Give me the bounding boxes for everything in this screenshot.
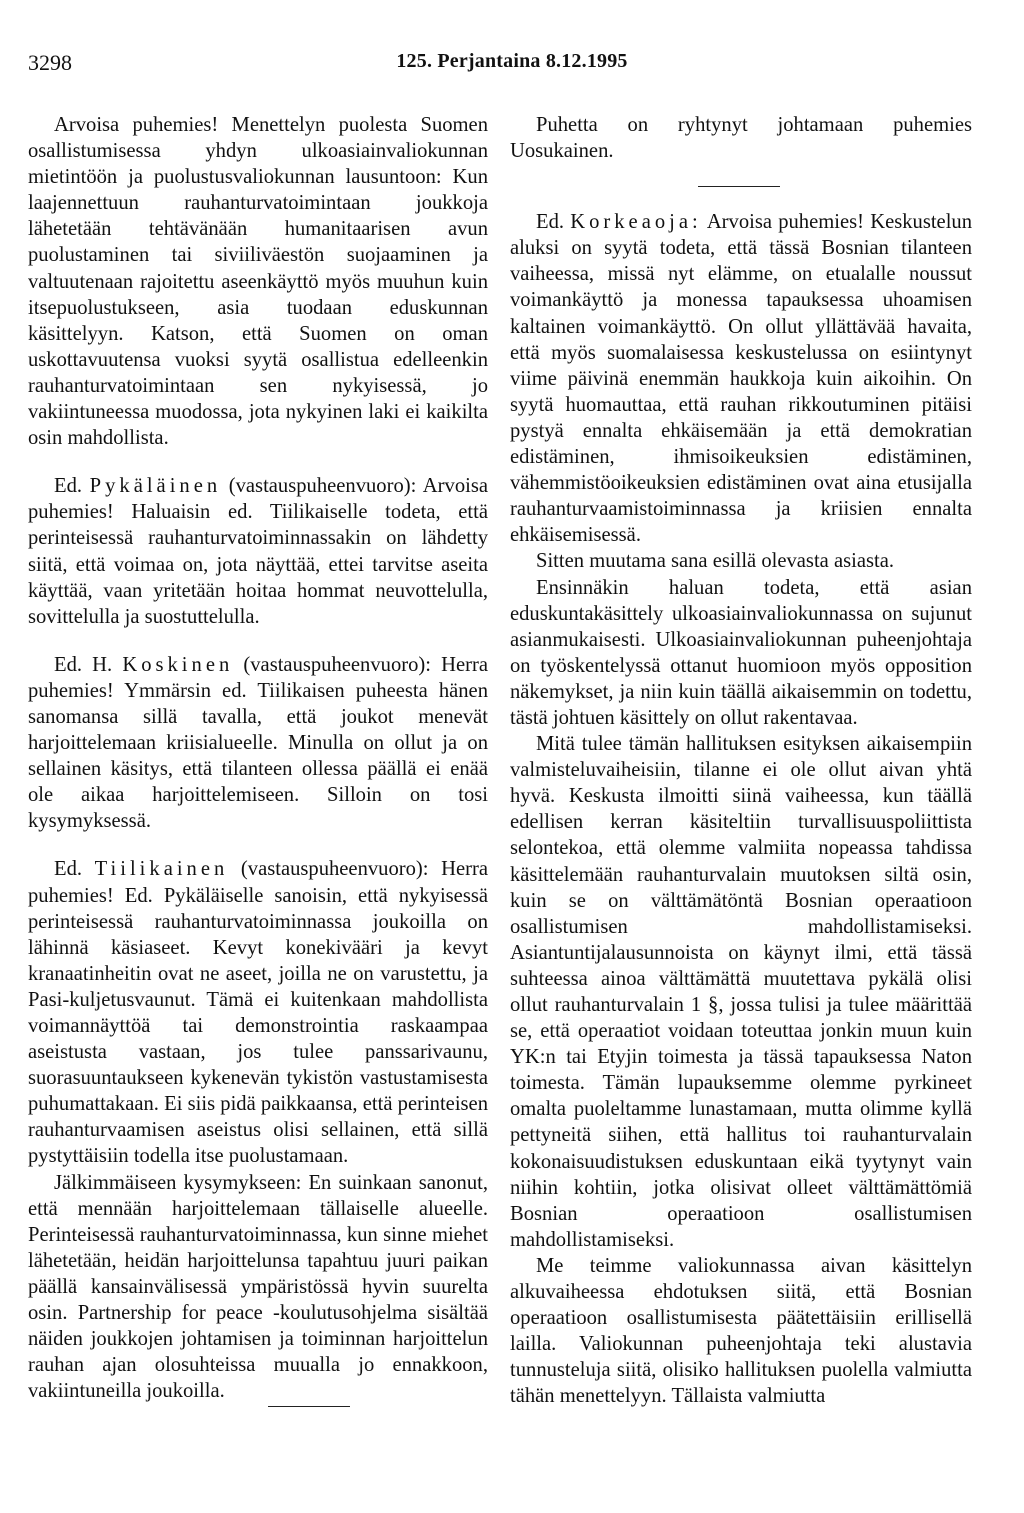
paragraph-sitten: Sitten muutama sana esillä olevasta asiasta. — [536, 550, 894, 573]
paragraph-jalkimmaiseen: Jälkimmäiseen kysymykseen: En suinkaan sanonut, että mennään harjoittelemaan tällaiselle alueelle. Perinteisessä rauhanturvatoiminnassa, kun sinne miehet lähetetään, heidän harjoittelunsa tapahtuu juuri paikan päällä kansainvälisessä ympäristössä hyvin suurelta osin. Partnership for peace -koulutusohjelma sisältää näiden joukkojen johtamisen ja toiminnan harjoittelun rauhan ajan olosuhteissa muualla jo ennakkoon, vakiintuneilla joukoilla. — [28, 1171, 488, 1403]
speaker-prefix: Ed. — [54, 858, 83, 881]
speaker-prefix: Ed. H. — [54, 653, 113, 676]
paragraph-puhetta: Puhetta on ryhtynyt johtamaan puhemies Uosukainen. — [510, 114, 972, 163]
right-column — [510, 112, 972, 1410]
speech-text: (vastauspuheenvuoro): Herra puhemies! Ed. Pykäläiselle sanoisin, että nykyisessä perinteisessä rauhanturvatoiminnassa joukoilla on lähinnä käsiaseet. Kevyt konekivääri ja kevyt kranaatinheitin ovat ne aseet, joilla ne on varustettu, ja Pasi-kuljetusvaunut. Tämä ei kuitenkaan mahdollista voimannäyttöä tai demonstrointia raskaampaa aseistusta vastaan, jos tulee panssarivaunu, suorasuuntaukseen kykenevän tykistön vastustamisesta puhumattakaan. Ei siis pidä paikkaansa, että perinteisen rauhanturvaamisen aseistus olisi sellainen, että sillä pystyttäisiin todella itse puolustamaan. — [28, 858, 488, 1168]
paragraph-ensinnakin: Ensinnäkin haluan todeta, että asian eduskuntakäsittely ulkoasiainvaliokunnassa on sujunut asianmukaisesti. Ulkoasiainvaliokunnan puheenjohtaja on työskentelyssä ottanut huomioon myös opposition näkemykset, ja niin kuin täällä aikaisemmin on todettu, tästä johtuen käsittely on ollut rakentavaa. — [510, 576, 972, 729]
speech-korkeaoja — [510, 209, 972, 548]
paragraph-mita-tulee: Mitä tulee tämän hallituksen esityksen aikaisempiin valmisteluvaiheisiin, tilanne ei ole ollut aivan yhtä hyvä. Keskusta ilmoitti siinä vaiheessa, kun täällä edellisen kerran käsiteltiin turvallisuuspoliittista selontekoa, että olemme valmiita nopeassa tahdissa käsittelemään rauhanturvalain muutoksen siltä osin, kuin se on välttämätöntä Bosnian operaatioon osallistumisen mahdollistamiseksi. Asiantuntijalausunnoista on käynyt ilmi, että tässä suhteessa ainoa välttämättä muutettava pykälä olisi ollut rauhanturvalain 1 §, jossa tulisi ja tulee määrittää se, että operaatiot voidaan toteuttaa jonkin muun kuin YK:n tai Etyjin toimesta ja tässä tapauksessa Naton toimesta. Tämän lupauksemme olemme pyrkineet omalta puoleltamme lunastamaan, mutta olimme kyllä pettyneitä siihen, että hallitus toi rauhanturvalain kokonaisuudistuksen eduskuntaan eikä tyytynyt vain niihin kohtiin, jotka olisivat olleet välttämättömiä Bosnian operaatioon osallistumisen mahdollistamiseksi. — [510, 733, 972, 1251]
speech-koskinen — [28, 652, 488, 835]
speaker-name-pykalainen: Pykäläinen — [89, 475, 222, 498]
speech-pykalainen — [28, 473, 488, 630]
section-divider — [698, 186, 780, 187]
speech-text: (vastauspuheenvuoro): Herra puhemies! Ymmärsin ed. Tiilikaisen puheesta hänen sanomansa sillä tavalla, että joukot menevät harjoittelemaan kriisialueelle. Minulla on ollut ja on sellainen käsitys, että tilanteen ollessa päällä ei enää ole aikaa harjoittelemiseen. Silloin on tosi kysymyksessä. — [28, 653, 488, 833]
page-number: 3298 — [28, 50, 72, 75]
speaker-prefix: Ed. — [536, 211, 565, 234]
speaker-name-korkeaoja: Korkeaoja: — [570, 211, 702, 234]
running-title: 125. Perjantaina 8.12.1995 — [396, 50, 628, 72]
paragraph-me-teimme: Me teimme valiokunnassa aivan käsittelyn alkuvaiheessa ehdotuksen siitä, että Bosnian operaatioon osallistumisesta päätettäisiin erillisellä lailla. Valiokunnan puheenjohtaja teki alustavia tunnusteluja siitä, olisiko hallituksen puolella valmiutta tähän menettelyyn. Tällaista valmiutta — [510, 1254, 972, 1408]
speech-text: (vastauspuheenvuoro): Arvoisa puhemies! Haluaisin ed. Tiilikaiselle todeta, että perinteisessä rauhanturvatoiminnassakin on lähdetty siitä, että voimaa on, jota näyttää, ettei tarvitse aseita käyttää, vaan yritetään hoitaa hommat neuvottelulla, sovittelulla ja suostuttelulla. — [28, 475, 489, 628]
page-header — [28, 50, 996, 78]
left-column — [28, 112, 488, 1407]
speaker-name-koskinen: Koskinen — [122, 653, 234, 676]
speech-tiilikainen — [28, 856, 488, 1169]
speaker-prefix: Ed. — [54, 475, 83, 498]
section-divider — [268, 1406, 350, 1407]
speaker-name-tiilikainen: Tiilikainen — [94, 858, 229, 881]
paragraph-menettely: Arvoisa puhemies! Menettelyn puolesta Suomen osallistumisessa yhdyn ulkoasiainvaliokunnan mietintöön ja puolustusvaliokunnan lausuntoon: Kun laajennettuun rauhanturvatoimintaan joukkoja lähetetään tehtävänään humanitaarisen avun puolustaminen tai siviiliväestön suojaaminen ja valtuutenaan rajoitettu aseenkäyttö myös muuhun kuin itsepuolustukseen, asia tuodaan eduskunnan käsittelyyn. Katson, että Suomen on oman uskottavuutensa vuoksi syytä osallistua edelleenkin rauhanturvatoimintaan sen nykyisessä, jo vakiintuneessa muodossa, jota nykyinen laki ei kaikilta osin mahdollista. — [28, 114, 488, 450]
speech-text: Arvoisa puhemies! Keskustelun aluksi on syytä todeta, että tässä Bosnian tilanteen vaiheessa, missä nyt elämme, on etualalle noussut voimankäyttö ja monessa tapauksessa uhoamisen kaltainen voimankäyttö. On ollut yllättävää havaita, että myös suomalaisessa keskustelussa on esiintynyt viime päivinä enemmän haukkoja kuin aikoihin. On syytä huomauttaa, että rauhan rikkoutuminen pitäisi pystyä ennalta ehkäisemään ja että demokratian edistäminen, ihmisoikeuksien edistäminen, vähemmistöoikeuksien edistäminen ovat aina etusijalla rauhanturvaamistoiminnassa ja kriisien ennalta ehkäisemisessä. — [510, 211, 973, 547]
